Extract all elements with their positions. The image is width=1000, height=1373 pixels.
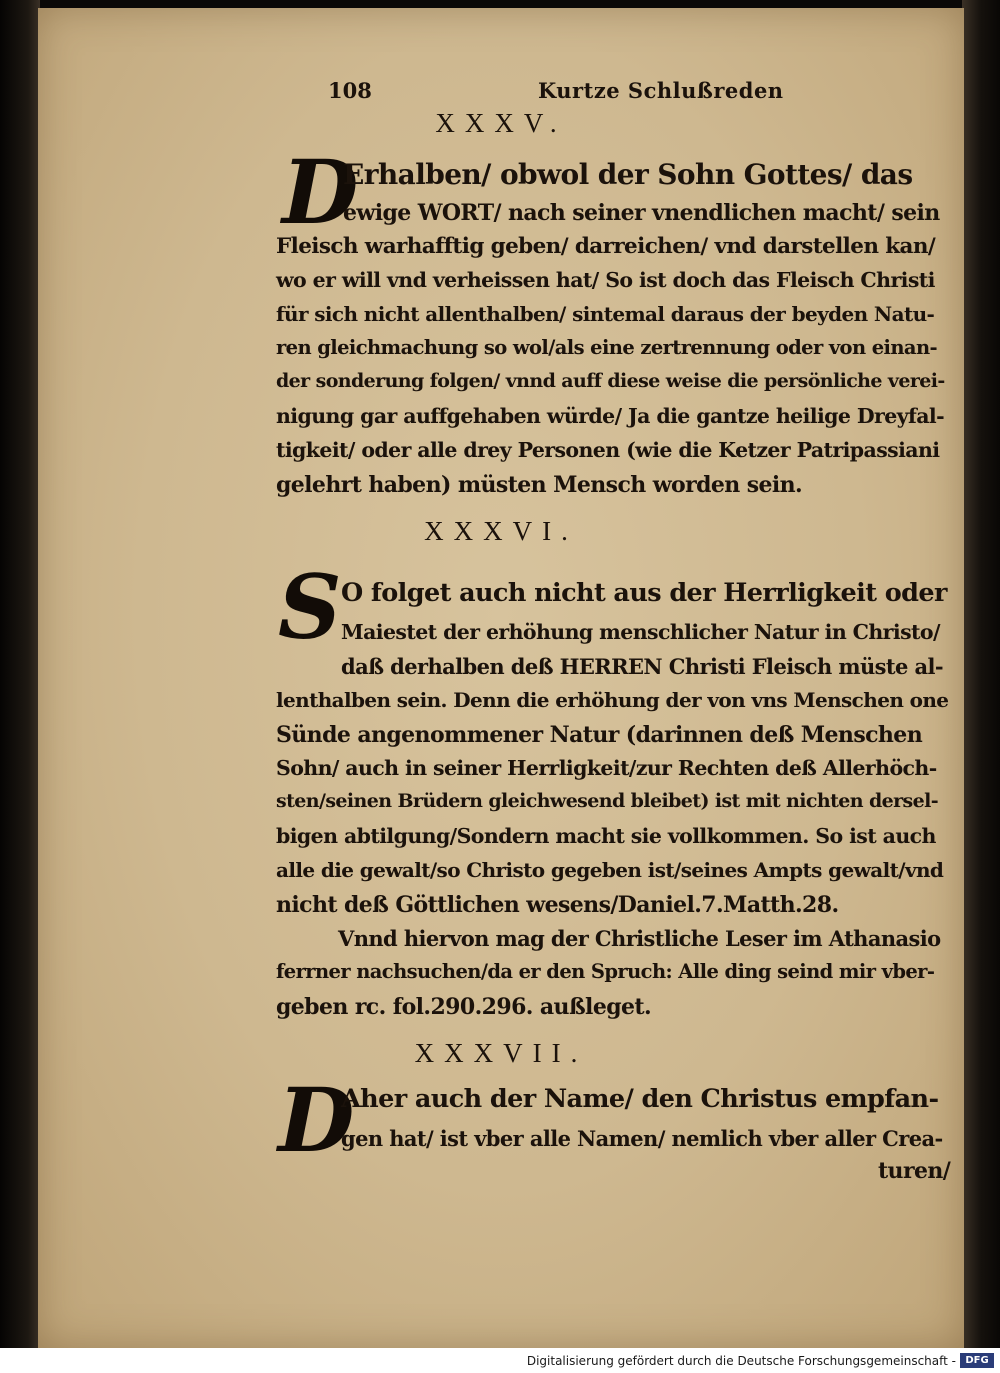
text-line: Sohn/ auch in seiner Herrligkeit/zur Rechten deß Allerhöch-	[276, 756, 937, 780]
page-number: 108	[328, 78, 372, 103]
text-line: ewige WORT/ nach seiner vnendlichen macht/ sein	[343, 200, 940, 226]
section-heading-36: XXXVI.	[424, 516, 578, 546]
text-line: daß derhalben deß HERREN Christi Fleisch müste al-	[341, 654, 943, 679]
text-line: lenthalben sein. Denn die erhöhung der von vns Menschen one	[276, 688, 949, 712]
text-line: Maiestet der erhöhung menschlicher Natur in Christo/	[341, 620, 940, 644]
scan-border-left	[0, 0, 40, 1373]
text-line: alle die gewalt/so Christo gegeben ist/seines Ampts gewalt/vnd	[276, 858, 944, 882]
text-line: geben rc. fol.290.296. außleget.	[276, 994, 652, 1020]
text-line: für sich nicht allenthalben/ sintemal daraus der beyden Natu-	[276, 302, 935, 326]
text-line: Sünde angenommener Natur (darinnen deß Menschen	[276, 722, 923, 748]
initial-letter-35: D	[282, 140, 359, 244]
text-line: wo er will vnd verheissen hat/ So ist doch das Fleisch Christi	[276, 268, 935, 292]
section-heading-35: XXXV.	[435, 108, 567, 138]
initial-letter-37: D	[278, 1068, 355, 1172]
text-line: sten/seinen Brüdern gleichwesend bleibet) ist mit nichten dersel-	[276, 790, 939, 812]
text-line: O folget auch nicht aus der Herrligkeit oder	[341, 578, 947, 608]
catchword: turen/	[878, 1158, 951, 1184]
text-line: nicht deß Göttlichen wesens/Daniel.7.Matth.28.	[276, 892, 839, 918]
digitization-footer	[0, 1348, 1000, 1373]
text-line: gelehrt haben) müsten Mensch worden sein.	[276, 472, 803, 498]
footer-credit-text: Digitalisierung gefördert durch die Deutsche Forschungsgemeinschaft -	[526, 1354, 956, 1368]
text-line: Fleisch warhafftig geben/ darreichen/ vnd darstellen kan/	[276, 234, 936, 259]
text-line: Erhalben/ obwol der Sohn Gottes/ das	[343, 158, 913, 191]
scan-border-right	[962, 0, 1000, 1373]
text-line: Aher auch der Name/ den Christus empfan-	[341, 1084, 939, 1114]
initial-letter-36: S	[278, 555, 342, 659]
dfg-logo: DFG	[960, 1353, 994, 1368]
text-line: Vnnd hiervon mag der Christliche Leser im Athanasio	[338, 926, 941, 951]
running-title: Kurtze Schlußreden	[538, 78, 784, 103]
text-line: nigung gar auffgehaben würde/ Ja die gantze heilige Dreyfal-	[276, 404, 945, 428]
text-line: tigkeit/ oder alle drey Personen (wie die Ketzer Patripassiani	[276, 438, 940, 462]
text-line: ferrner nachsuchen/da er den Spruch: Alle ding seind mir vber-	[276, 960, 935, 983]
text-line: der sonderung folgen/ vnnd auff diese weise die persönliche verei-	[276, 370, 945, 392]
text-line: ren gleichmachung so wol/als eine zertrennung oder von einan-	[276, 336, 938, 359]
section-heading-37: XXXVII.	[414, 1038, 588, 1068]
text-line: bigen abtilgung/Sondern macht sie vollkommen. So ist auch	[276, 824, 936, 848]
book-page	[38, 8, 964, 1348]
text-line: gen hat/ ist vber alle Namen/ nemlich vber aller Crea-	[341, 1126, 943, 1151]
